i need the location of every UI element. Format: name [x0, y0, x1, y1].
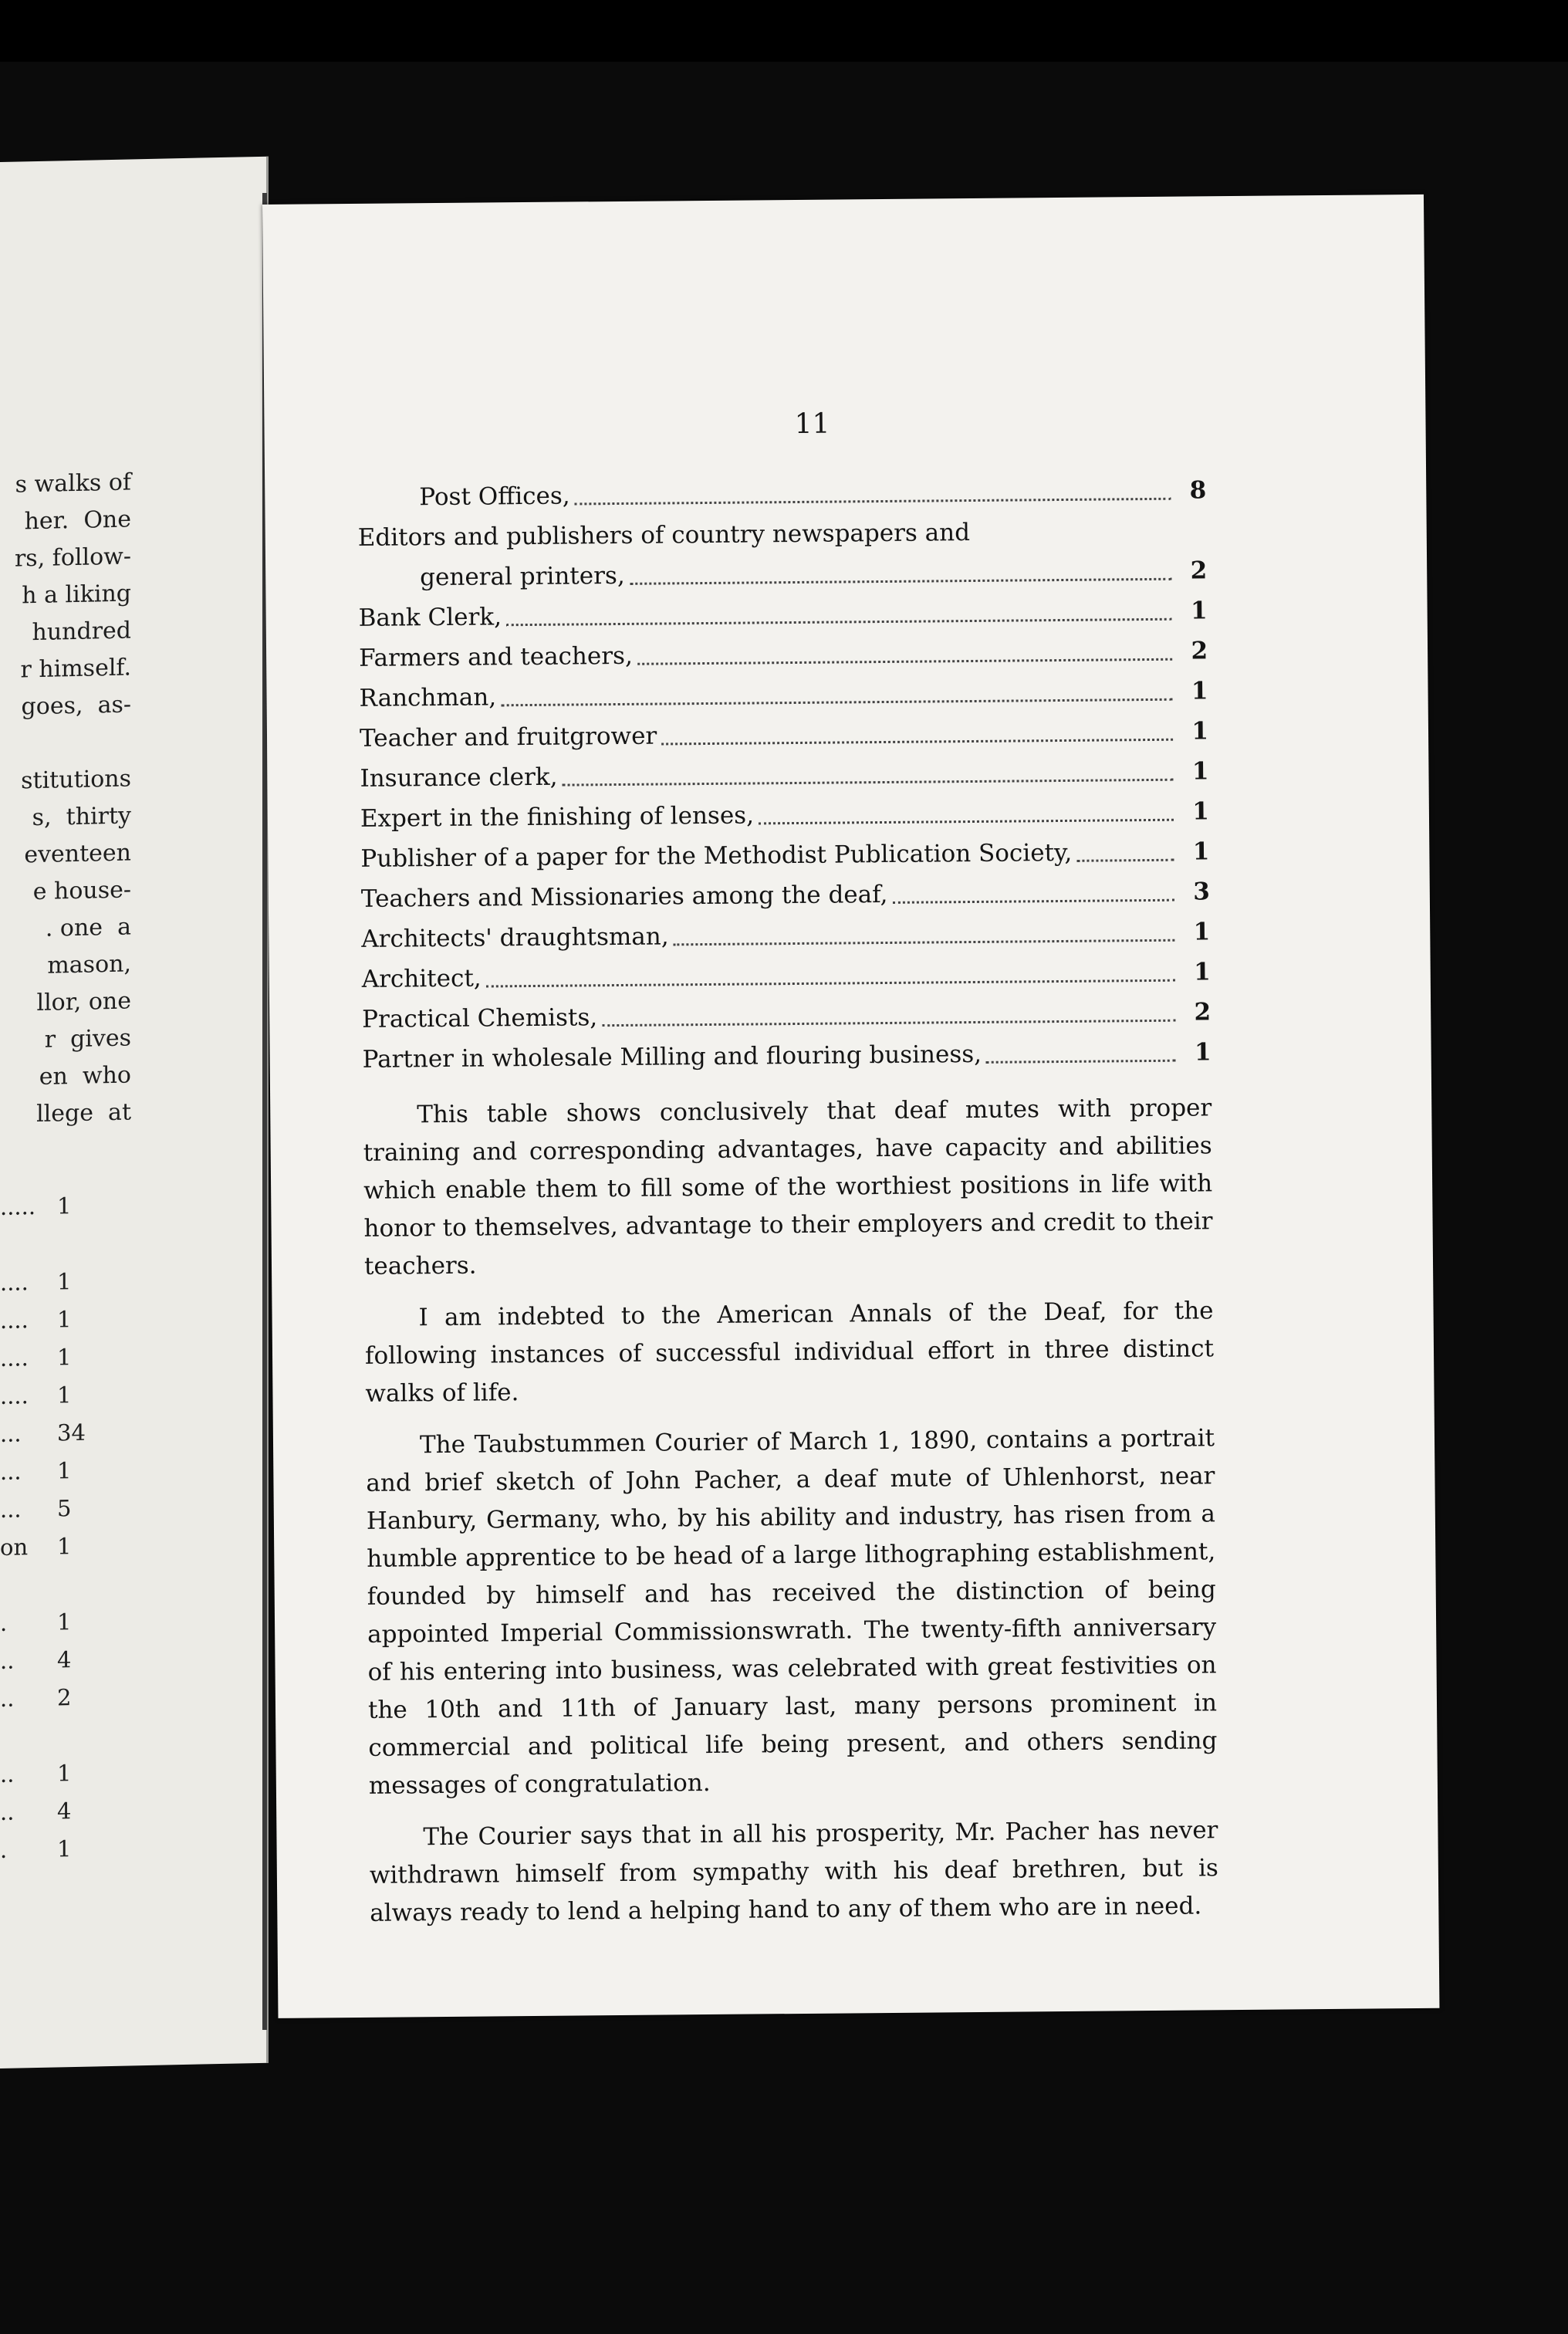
row-label: Insurance clerk,	[360, 763, 558, 793]
row-label: Practical Chemists,	[362, 1003, 598, 1033]
count-value: 1	[57, 1344, 72, 1371]
text-fragment: llor, one	[36, 987, 131, 1017]
dot-leader	[563, 779, 1174, 786]
count-leader	[0, 1717, 54, 1756]
count-row	[0, 1338, 85, 1378]
text-fragment: e house-	[32, 876, 131, 906]
count-value	[57, 1225, 85, 1263]
dot-leader	[759, 819, 1174, 825]
count-leader: ....	[0, 1307, 29, 1334]
text-fragment	[0, 723, 131, 763]
table-row	[358, 510, 1208, 598]
count-row	[0, 1527, 85, 1567]
count-leader: ..	[0, 1761, 15, 1788]
dot-leader	[602, 1020, 1175, 1027]
count-value: 4	[57, 1646, 72, 1673]
text-fragment: hundred	[32, 617, 131, 647]
text-fragment: s walks of	[15, 468, 131, 499]
count-row	[0, 1717, 85, 1756]
count-value	[57, 1717, 85, 1755]
text-fragment: mason,	[47, 950, 131, 979]
count-value: 1	[57, 1608, 72, 1635]
row-count: 2	[1191, 637, 1208, 665]
count-value: 1	[57, 1760, 72, 1787]
table-row	[360, 831, 1209, 879]
count-row	[0, 1301, 85, 1340]
row-label: Architect,	[361, 964, 482, 993]
row-count: 1	[1193, 958, 1211, 986]
count-row	[0, 1603, 85, 1642]
count-leader: ..	[0, 1647, 15, 1674]
text-fragment: her. One	[24, 506, 131, 536]
row-label: general printers,	[420, 561, 625, 592]
count-row	[0, 1225, 85, 1264]
count-row	[0, 1187, 85, 1226]
row-label: Teacher and fruitgrower	[359, 722, 657, 753]
count-leader: ....	[0, 1269, 29, 1296]
count-leader: ..	[0, 1798, 15, 1825]
text-fragment: goes, as-	[21, 691, 131, 721]
count-row	[0, 1263, 85, 1302]
film-edge-top	[0, 0, 1568, 62]
count-row	[0, 1565, 85, 1605]
count-leader: ...	[0, 1496, 22, 1523]
page-body	[357, 470, 1218, 1933]
row-label: Bank Clerk,	[358, 603, 502, 632]
row-label: Ranchman,	[359, 683, 497, 712]
count-row	[0, 1792, 85, 1832]
count-row	[0, 1830, 85, 1869]
count-row	[0, 1414, 85, 1453]
count-value: 2	[57, 1684, 72, 1711]
table-row	[359, 631, 1208, 678]
occupation-table	[357, 470, 1211, 1080]
count-value: 1	[57, 1457, 72, 1484]
count-leader: .	[0, 1609, 8, 1636]
text-fragment: s, thirty	[32, 802, 131, 832]
row-count: 8	[1189, 476, 1207, 505]
count-leader: .	[0, 1836, 8, 1863]
table-row	[358, 590, 1207, 638]
count-leader: ...	[0, 1458, 22, 1485]
text-fragment: . one a	[45, 913, 131, 942]
dot-leader	[892, 899, 1174, 904]
dot-leader	[506, 618, 1172, 627]
row-label: Partner in wholesale Milling and flouring business,	[362, 1040, 982, 1074]
table-row	[361, 912, 1210, 959]
count-value: 1	[57, 1382, 72, 1409]
row-label: Farmers and teachers,	[358, 641, 633, 672]
paragraph: The Taubstummen Courier of March 1, 1890, contains a portrait and brief sketch of John Pacher, a deaf mute of Uhlenhorst, near Hanbury, Germany, who, by his ability and industry, has risen from a humble apprentice to be head of a large lithographing establishment, founded by himself and has received the distinction of being appointed Imperial Commissionswrath. The twenty-fifth anniversary of his entering into business, was celebrated with great festivities on the 10th and 11th of January last, many persons prominent in commercial and political life being present, and others sending messages of congratulation.	[366, 1424, 1218, 1800]
paragraph: I am indebted to the American Annals of the Deaf, for the following instances of successful individual effort in three distinct walks of life.	[364, 1297, 1215, 1408]
count-value: 1	[57, 1533, 72, 1560]
text-fragment: r himself.	[20, 654, 131, 684]
count-value	[57, 1565, 85, 1604]
count-leader: ....	[0, 1345, 29, 1372]
count-row	[0, 1754, 85, 1794]
count-row	[0, 1490, 85, 1529]
count-value: 1	[57, 1306, 72, 1333]
table-row	[360, 751, 1208, 799]
paragraph: The Courier says that in all his prosperity, Mr. Pacher has never withdrawn himself from sympathy with his deaf brethren, but is always ready to lend a helping hand to any of them who are in need.	[369, 1816, 1219, 1927]
count-row	[0, 1679, 85, 1718]
text-fragment: en who	[39, 1061, 131, 1091]
row-count: 1	[1191, 757, 1209, 786]
left-page	[0, 157, 269, 2068]
count-value: 1	[57, 1192, 72, 1219]
table-row	[362, 1032, 1211, 1080]
count-leader: ..	[0, 1685, 15, 1712]
row-label: Teachers and Missionaries among the deaf,	[360, 880, 888, 913]
count-leader	[0, 1566, 54, 1605]
text-fragment: r gives	[44, 1024, 131, 1054]
row-count: 2	[1190, 556, 1208, 585]
text-fragment: h a liking	[22, 580, 131, 610]
row-count: 1	[1192, 797, 1210, 826]
row-count: 1	[1192, 837, 1210, 866]
count-value: 34	[57, 1419, 86, 1446]
table-row	[362, 992, 1211, 1040]
row-count: 2	[1194, 998, 1211, 1027]
paragraph: This table shows conclusively that deaf mutes with proper training and corresponding advantages, have capacity and abilities which enable them to fill some of the worthiest positions in life with honor to themselves, advantage to their employers and credit to their teachers.	[363, 1094, 1213, 1280]
count-leader: ....	[0, 1382, 29, 1409]
count-leader	[0, 1226, 54, 1264]
table-row	[360, 711, 1208, 759]
right-page	[262, 194, 1439, 2018]
table-row	[361, 871, 1210, 919]
text-fragment: eventeen	[24, 839, 131, 869]
table-row	[360, 791, 1209, 839]
count-leader: on	[0, 1534, 29, 1561]
table-row	[359, 671, 1208, 719]
row-label: Expert in the finishing of lenses,	[360, 801, 755, 833]
dot-leader	[637, 658, 1172, 665]
count-row	[0, 1641, 85, 1680]
row-count: 1	[1191, 717, 1209, 746]
dot-leader	[986, 1060, 1176, 1064]
count-value: 5	[57, 1495, 72, 1522]
left-page-count-column	[0, 1187, 85, 1869]
dot-leader	[661, 739, 1173, 746]
row-label: Post Offices,	[419, 482, 570, 512]
table-row	[357, 470, 1206, 518]
page-number: 11	[794, 408, 830, 440]
dot-leader	[575, 498, 1171, 506]
count-leader: .....	[0, 1193, 36, 1220]
left-page-text-fragments	[0, 464, 131, 1134]
dot-leader	[630, 578, 1171, 585]
count-row	[0, 1376, 85, 1416]
text-fragment: llege at	[36, 1098, 131, 1128]
row-continuation	[358, 550, 1207, 598]
row-count: 1	[1190, 597, 1208, 625]
count-value: 4	[57, 1798, 72, 1825]
row-count: 3	[1193, 878, 1210, 906]
row-count: 1	[1191, 677, 1208, 705]
row-label: Architects' draughtsman,	[361, 922, 669, 953]
row-label: Editors and publishers of country newspapers and	[357, 519, 971, 552]
row-count: 1	[1193, 918, 1211, 946]
count-value: 1	[57, 1268, 72, 1295]
dot-leader	[1076, 859, 1174, 862]
count-row	[0, 1452, 85, 1491]
text-fragment: stitutions	[21, 765, 131, 795]
count-value: 1	[57, 1835, 72, 1862]
text-fragment: rs, follow-	[14, 543, 131, 573]
count-leader: ...	[0, 1420, 22, 1447]
table-row	[362, 952, 1211, 1000]
row-count: 1	[1194, 1038, 1211, 1067]
dot-leader	[674, 939, 1175, 946]
row-label: Publisher of a paper for the Methodist Publication Society,	[360, 838, 1073, 873]
dot-leader	[486, 979, 1175, 988]
dot-leader	[501, 699, 1172, 707]
